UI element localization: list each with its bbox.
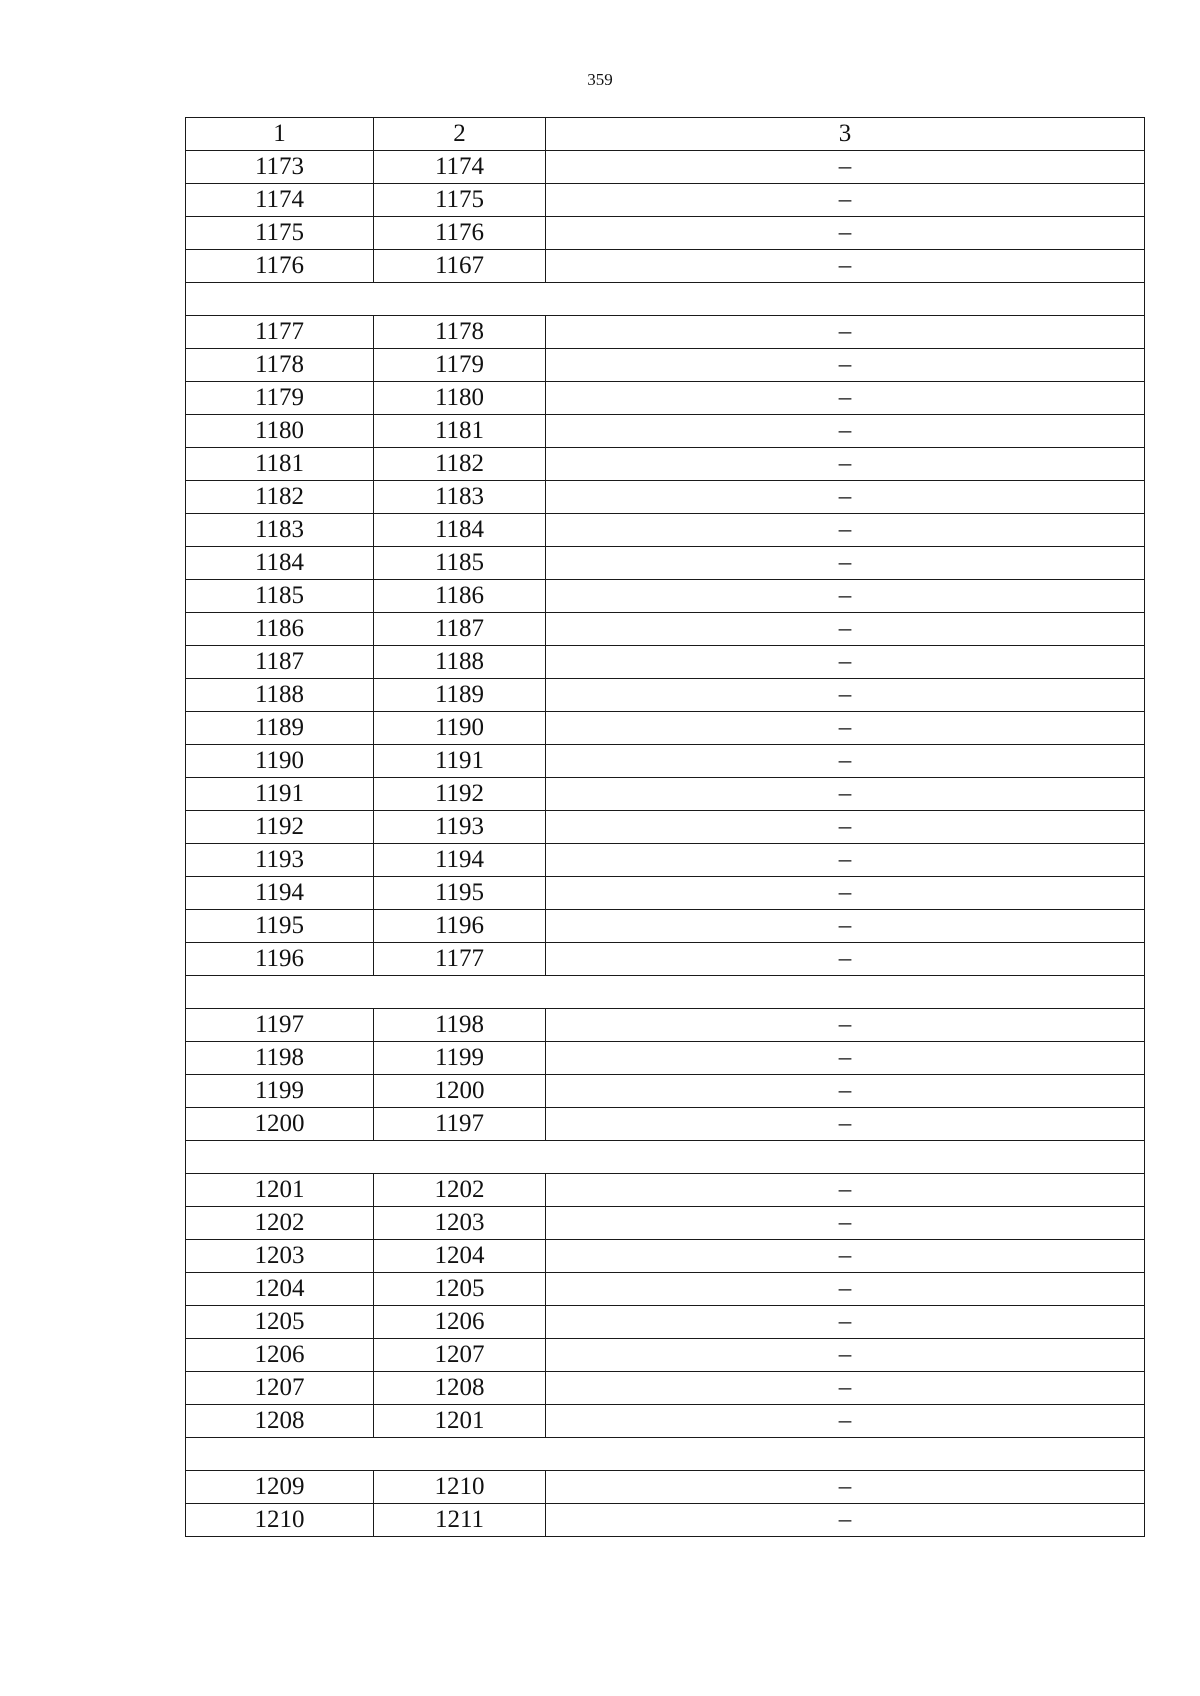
table-cell-col-3: – bbox=[546, 679, 1145, 712]
table-cell-col-2: 1193 bbox=[374, 811, 546, 844]
table-row bbox=[186, 1306, 1145, 1339]
table-cell-col-2: 1199 bbox=[374, 1042, 546, 1075]
table-cell-col-3: – bbox=[546, 1405, 1145, 1438]
table-cell-col-2: 1192 bbox=[374, 778, 546, 811]
table-cell-col-3: – bbox=[546, 250, 1145, 283]
table-cell-col-3: – bbox=[546, 1108, 1145, 1141]
table-row bbox=[186, 250, 1145, 283]
table-row bbox=[186, 646, 1145, 679]
table-cell-col-2: 1208 bbox=[374, 1372, 546, 1405]
table-cell-col-2: 1184 bbox=[374, 514, 546, 547]
table-row bbox=[186, 1405, 1145, 1438]
table-row bbox=[186, 1042, 1145, 1075]
table-cell-col-3: – bbox=[546, 448, 1145, 481]
table-cell-col-1: 1178 bbox=[186, 349, 374, 382]
table-cell-col-3: – bbox=[546, 646, 1145, 679]
table-cell-col-3: – bbox=[546, 1009, 1145, 1042]
table-cell-col-2: 1202 bbox=[374, 1174, 546, 1207]
table-cell-col-1: 1183 bbox=[186, 514, 374, 547]
table-row bbox=[186, 1471, 1145, 1504]
table-cell-col-1: 1207 bbox=[186, 1372, 374, 1405]
table-cell-col-2: 1195 bbox=[374, 877, 546, 910]
table-row bbox=[186, 910, 1145, 943]
table-row bbox=[186, 1075, 1145, 1108]
table-cell-col-2: 1203 bbox=[374, 1207, 546, 1240]
table-row bbox=[186, 811, 1145, 844]
table-cell-col-1: 1196 bbox=[186, 943, 374, 976]
table-cell-col-3: – bbox=[546, 1273, 1145, 1306]
table-cell-col-3: – bbox=[546, 1306, 1145, 1339]
table-cell-col-2: 1196 bbox=[374, 910, 546, 943]
table-cell-col-1: 1205 bbox=[186, 1306, 374, 1339]
table-cell-col-3: – bbox=[546, 151, 1145, 184]
table-cell-col-3: – bbox=[546, 811, 1145, 844]
table-row bbox=[186, 745, 1145, 778]
table-cell-col-2: 1187 bbox=[374, 613, 546, 646]
table-cell-col-1: 1189 bbox=[186, 712, 374, 745]
table-cell-col-1: 1186 bbox=[186, 613, 374, 646]
table-cell-col-2: 1191 bbox=[374, 745, 546, 778]
table-cell-col-2: 1183 bbox=[374, 481, 546, 514]
table-cell-col-3: – bbox=[546, 382, 1145, 415]
table-cell-col-1: 1206 bbox=[186, 1339, 374, 1372]
header-cell-2: 2 bbox=[374, 118, 546, 151]
page-number: 359 bbox=[587, 70, 613, 89]
table-cell-col-3: – bbox=[546, 613, 1145, 646]
table-cell-col-2: 1175 bbox=[374, 184, 546, 217]
table-cell-col-2: 1210 bbox=[374, 1471, 546, 1504]
table-cell-col-1: 1192 bbox=[186, 811, 374, 844]
table-row bbox=[186, 712, 1145, 745]
table-cell-col-3: – bbox=[546, 547, 1145, 580]
table-cell-col-2: 1205 bbox=[374, 1273, 546, 1306]
table-row bbox=[186, 877, 1145, 910]
table-cell-col-1: 1180 bbox=[186, 415, 374, 448]
table-row bbox=[186, 514, 1145, 547]
table-row bbox=[186, 448, 1145, 481]
table-cell-col-2: 1167 bbox=[374, 250, 546, 283]
table-row bbox=[186, 580, 1145, 613]
table-row bbox=[186, 217, 1145, 250]
table-cell-col-2: 1180 bbox=[374, 382, 546, 415]
table-cell-col-3: – bbox=[546, 1504, 1145, 1537]
table-cell-col-2: 1198 bbox=[374, 1009, 546, 1042]
table-row bbox=[186, 184, 1145, 217]
table-cell-col-2: 1200 bbox=[374, 1075, 546, 1108]
table-cell-col-1: 1181 bbox=[186, 448, 374, 481]
table-cell-col-2: 1206 bbox=[374, 1306, 546, 1339]
table-cell-col-1: 1173 bbox=[186, 151, 374, 184]
table-cell-col-3: – bbox=[546, 349, 1145, 382]
table-cell-col-2: 1185 bbox=[374, 547, 546, 580]
table-cell-col-2: 1188 bbox=[374, 646, 546, 679]
table-cell-col-3: – bbox=[546, 1471, 1145, 1504]
table-cell-col-1: 1179 bbox=[186, 382, 374, 415]
table-cell-col-2: 1179 bbox=[374, 349, 546, 382]
table-cell-col-2: 1204 bbox=[374, 1240, 546, 1273]
table-cell-col-2: 1176 bbox=[374, 217, 546, 250]
separator-cell bbox=[186, 283, 1145, 316]
table-cell-col-1: 1188 bbox=[186, 679, 374, 712]
table-cell-col-3: – bbox=[546, 184, 1145, 217]
table-cell-col-3: – bbox=[546, 481, 1145, 514]
table-cell-col-3: – bbox=[546, 910, 1145, 943]
table-cell-col-1: 1182 bbox=[186, 481, 374, 514]
table-row bbox=[186, 481, 1145, 514]
table-separator-row bbox=[186, 283, 1145, 316]
table-cell-col-3: – bbox=[546, 1240, 1145, 1273]
table-cell-col-3: – bbox=[546, 217, 1145, 250]
table-cell-col-1: 1187 bbox=[186, 646, 374, 679]
table-row bbox=[186, 382, 1145, 415]
table-cell-col-1: 1209 bbox=[186, 1471, 374, 1504]
data-table bbox=[185, 117, 1145, 1537]
table-cell-col-2: 1177 bbox=[374, 943, 546, 976]
table-cell-col-2: 1189 bbox=[374, 679, 546, 712]
table-row bbox=[186, 151, 1145, 184]
table-cell-col-3: – bbox=[546, 415, 1145, 448]
table-cell-col-2: 1190 bbox=[374, 712, 546, 745]
table-cell-col-1: 1198 bbox=[186, 1042, 374, 1075]
table-cell-col-1: 1191 bbox=[186, 778, 374, 811]
table-row bbox=[186, 1372, 1145, 1405]
table-row bbox=[186, 943, 1145, 976]
table-row bbox=[186, 1273, 1145, 1306]
table-cell-col-2: 1178 bbox=[374, 316, 546, 349]
table-row bbox=[186, 1009, 1145, 1042]
separator-cell bbox=[186, 1438, 1145, 1471]
table-row bbox=[186, 679, 1145, 712]
table-row bbox=[186, 415, 1145, 448]
table-header-row bbox=[186, 118, 1145, 151]
table-cell-col-2: 1174 bbox=[374, 151, 546, 184]
table-cell-col-1: 1210 bbox=[186, 1504, 374, 1537]
table-row bbox=[186, 1108, 1145, 1141]
table-cell-col-3: – bbox=[546, 844, 1145, 877]
table-cell-col-3: – bbox=[546, 1372, 1145, 1405]
separator-cell bbox=[186, 1141, 1145, 1174]
table-separator-row bbox=[186, 976, 1145, 1009]
table-cell-col-2: 1211 bbox=[374, 1504, 546, 1537]
table-row bbox=[186, 349, 1145, 382]
table-cell-col-2: 1197 bbox=[374, 1108, 546, 1141]
table-cell-col-1: 1194 bbox=[186, 877, 374, 910]
table-row bbox=[186, 547, 1145, 580]
table-cell-col-1: 1202 bbox=[186, 1207, 374, 1240]
table-row bbox=[186, 1207, 1145, 1240]
table-cell-col-2: 1186 bbox=[374, 580, 546, 613]
table-row bbox=[186, 1504, 1145, 1537]
table-cell-col-1: 1193 bbox=[186, 844, 374, 877]
table-cell-col-1: 1177 bbox=[186, 316, 374, 349]
table-cell-col-2: 1207 bbox=[374, 1339, 546, 1372]
table-cell-col-1: 1203 bbox=[186, 1240, 374, 1273]
table-cell-col-3: – bbox=[546, 778, 1145, 811]
table-cell-col-2: 1201 bbox=[374, 1405, 546, 1438]
table-separator-row bbox=[186, 1141, 1145, 1174]
table-body bbox=[186, 118, 1145, 1537]
table-cell-col-1: 1185 bbox=[186, 580, 374, 613]
table-cell-col-1: 1176 bbox=[186, 250, 374, 283]
table-cell-col-2: 1194 bbox=[374, 844, 546, 877]
table-cell-col-1: 1200 bbox=[186, 1108, 374, 1141]
table-cell-col-3: – bbox=[546, 1207, 1145, 1240]
table-cell-col-3: – bbox=[546, 316, 1145, 349]
table-cell-col-3: – bbox=[546, 580, 1145, 613]
table-row bbox=[186, 778, 1145, 811]
table-row bbox=[186, 1174, 1145, 1207]
table-cell-col-3: – bbox=[546, 1174, 1145, 1207]
table-row bbox=[186, 613, 1145, 646]
table-cell-col-3: – bbox=[546, 877, 1145, 910]
table-cell-col-3: – bbox=[546, 943, 1145, 976]
table-row bbox=[186, 316, 1145, 349]
header-cell-1: 1 bbox=[186, 118, 374, 151]
table-cell-col-3: – bbox=[546, 514, 1145, 547]
table-cell-col-3: – bbox=[546, 1339, 1145, 1372]
table-cell-col-2: 1182 bbox=[374, 448, 546, 481]
table-cell-col-1: 1201 bbox=[186, 1174, 374, 1207]
table-row bbox=[186, 844, 1145, 877]
table-cell-col-1: 1184 bbox=[186, 547, 374, 580]
table-cell-col-1: 1199 bbox=[186, 1075, 374, 1108]
table-row bbox=[186, 1339, 1145, 1372]
table-cell-col-3: – bbox=[546, 1042, 1145, 1075]
table-cell-col-1: 1197 bbox=[186, 1009, 374, 1042]
table-cell-col-1: 1174 bbox=[186, 184, 374, 217]
table-cell-col-1: 1208 bbox=[186, 1405, 374, 1438]
table-cell-col-1: 1204 bbox=[186, 1273, 374, 1306]
table-cell-col-1: 1195 bbox=[186, 910, 374, 943]
table-cell-col-2: 1181 bbox=[374, 415, 546, 448]
header-cell-3: 3 bbox=[546, 118, 1145, 151]
table-row bbox=[186, 1240, 1145, 1273]
table-separator-row bbox=[186, 1438, 1145, 1471]
table-cell-col-1: 1175 bbox=[186, 217, 374, 250]
table-cell-col-3: – bbox=[546, 745, 1145, 778]
table-cell-col-3: – bbox=[546, 712, 1145, 745]
table-cell-col-3: – bbox=[546, 1075, 1145, 1108]
separator-cell bbox=[186, 976, 1145, 1009]
table-cell-col-1: 1190 bbox=[186, 745, 374, 778]
